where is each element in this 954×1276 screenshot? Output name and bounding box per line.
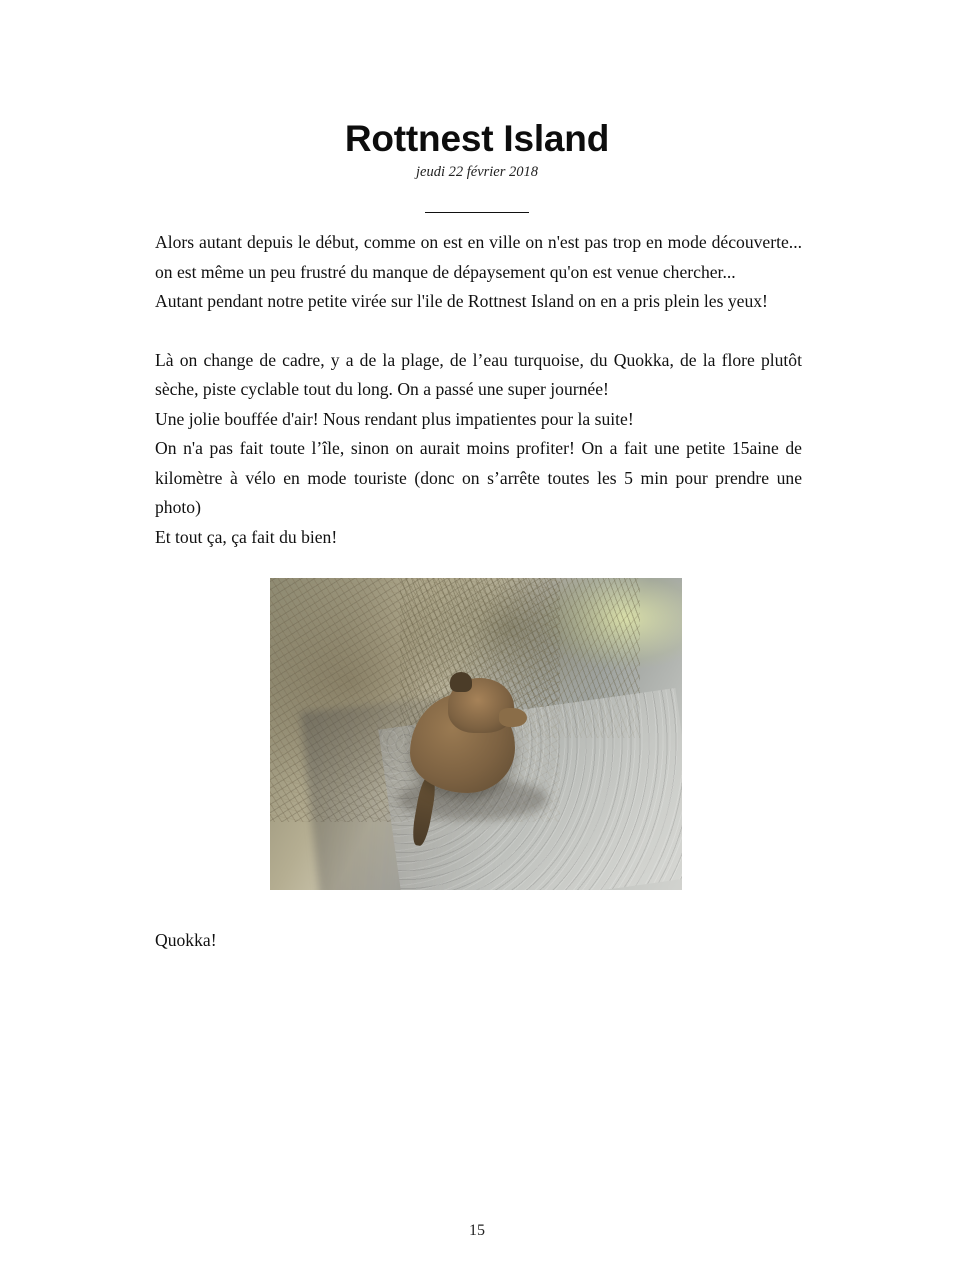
photo-quokka-ear xyxy=(450,672,472,692)
photo-caption: Quokka! xyxy=(155,930,217,950)
photo-quokka-snout xyxy=(499,708,527,727)
paragraph-1: Alors autant depuis le début, comme on est en ville on n'est pas trop en mode découverte... on est même un peu frustré du manque de dépaysement qu'on est venue chercher... xyxy=(155,232,802,282)
horizontal-divider xyxy=(425,212,529,213)
paragraph-3: Là on change de cadre, y a de la plage, de l’eau turquoise, du Quokka, de la flore plutôt sèche, piste cyclable tout du long. On a passé une super journée! xyxy=(155,349,802,399)
page-date: jeudi 22 février 2018 xyxy=(415,164,539,180)
page-number: 15 xyxy=(469,1222,485,1239)
paragraph-5: On n'a pas fait toute l’île, sinon on aurait moins profiter! On a fait une petite 15aine de kilomètre à vélo en mode touriste (donc on s’arrête toutes les 5 min pour prendre une photo) xyxy=(155,438,802,517)
paragraph-2: Autant pendant notre petite virée sur l'ile de Rottnest Island on en a pris plein les yeux! xyxy=(155,291,768,311)
paragraph-6: Et tout ça, ça fait du bien! xyxy=(155,526,338,547)
paragraph-4: Une jolie bouffée d'air! Nous rendant plus impatientes pour la suite! xyxy=(155,408,634,429)
paragraph-spacer xyxy=(155,317,802,346)
photo-image xyxy=(270,578,682,890)
photo-quokka xyxy=(270,578,682,890)
page-title: Rottnest Island xyxy=(344,118,610,159)
body-text xyxy=(155,228,802,552)
